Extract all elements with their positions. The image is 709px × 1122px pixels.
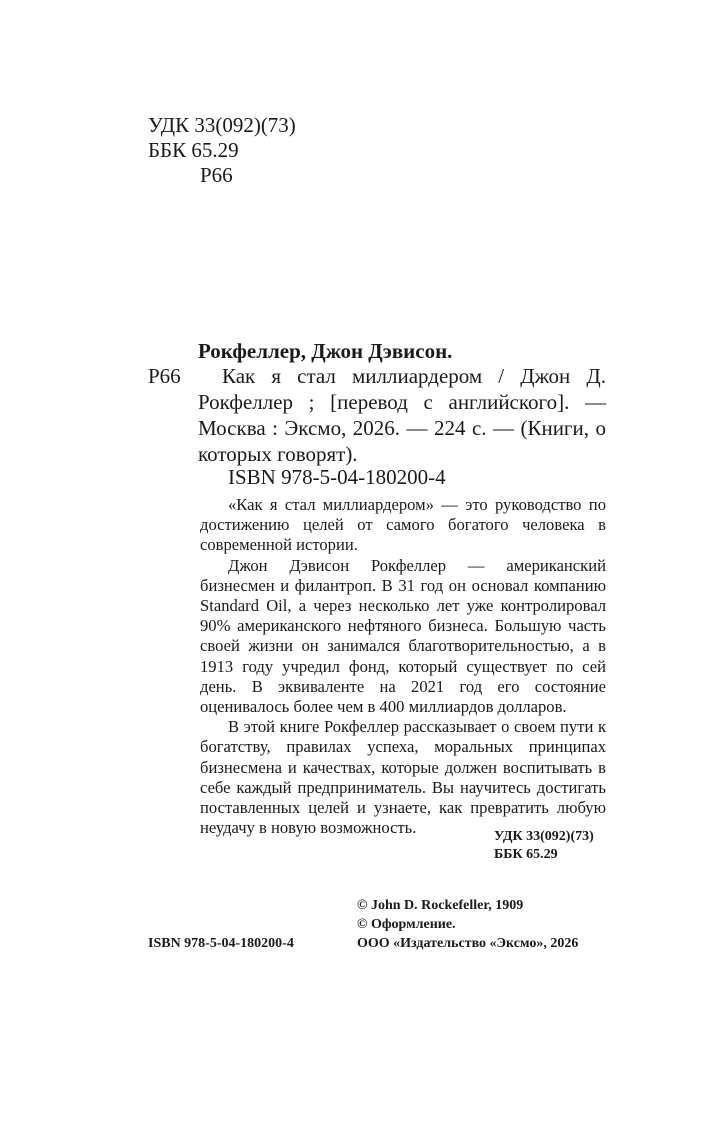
card-author-heading: Рокфеллер, Джон Дэвисон. [198,339,453,363]
footer-classification [494,828,594,864]
bbk-code: ББК 65.29 [148,138,239,162]
annotation-paragraph: В этой книге Рокфеллер рассказывает о своем пути к богатству, правилах успеха, моральных принципах бизнесмена и качествах, которые должен воспитывать в себе каждый предприниматель. Вы научитесь достигать поставленных целей и узнаете, как превратить любую неудачу в новую возможность. [200,717,606,838]
footer-bbk: ББК 65.29 [494,847,558,862]
annotation-paragraph: Джон Дэвисон Рокфеллер — американский бизнесмен и филантроп. В 31 год он основал компанию Standard Oil, а через несколько лет уже контролировал 90% американского нефтяного бизнеса. Большую часть своей жизни он занимался благотворительностью, а в 1913 году учредил фонд, который существует по сей день. В эквиваленте на 2021 год его состояние оценивалось более чем в 400 миллиардов долларов. [200,555,606,717]
annotation-paragraph: «Как я стал миллиардером» — это руководство по достижению целей от самого богатого человека в современной истории. [200,495,606,555]
copyright-publisher: ООО «Издательство «Эксмо», 2026 [357,936,579,951]
footer-isbn: ISBN 978-5-04-180200-4 [148,936,294,951]
footer-udk: УДК 33(092)(73) [494,829,594,844]
udk-code: УДК 33(092)(73) [148,113,296,137]
annotation [200,495,606,838]
card-isbn: ISBN 978-5-04-180200-4 [228,465,446,489]
card-description: Как я стал миллиардером / Джон Д. Рокфеллер ; [перевод с английского]. — Москва : Эксмо, 2026. — 224 с. — (Книги, о которых говорят). [198,364,606,466]
author-mark: Р66 [200,163,233,187]
card-author-mark: Р66 [148,364,181,388]
copyright-author: © John D. Rockefeller, 1909 [357,898,524,913]
copyright-design: © Оформление. [357,917,456,932]
classification-block [148,113,296,188]
copyright-block [357,896,578,953]
